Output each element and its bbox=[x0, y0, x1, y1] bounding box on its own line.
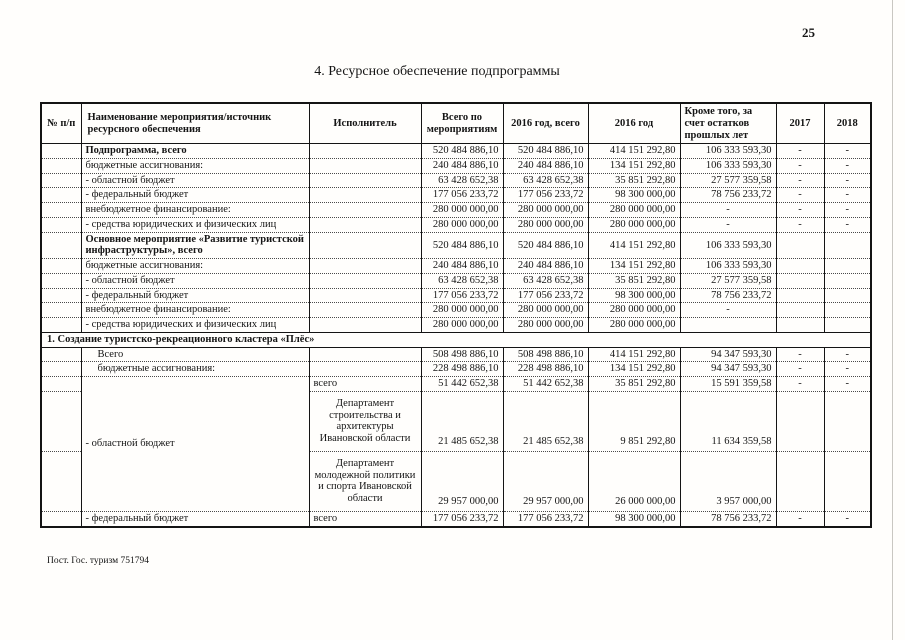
total-cell: 51 442 652,38 bbox=[421, 377, 503, 392]
year2018-cell bbox=[824, 259, 871, 274]
table-header bbox=[41, 103, 871, 144]
row-number-cell bbox=[41, 232, 81, 259]
year2017-cell: - bbox=[776, 217, 824, 232]
year2016-total-cell: 228 498 886,10 bbox=[503, 362, 588, 377]
page-number: 25 bbox=[802, 25, 815, 40]
row-number-cell bbox=[41, 377, 81, 392]
leftover-cell: 3 957 000,00 bbox=[680, 451, 776, 511]
table-body bbox=[41, 144, 871, 527]
executor-cell bbox=[309, 158, 421, 173]
executor-cell bbox=[309, 217, 421, 232]
executor-cell bbox=[309, 259, 421, 274]
year2018-cell: - bbox=[824, 511, 871, 526]
table-row bbox=[41, 511, 871, 526]
executor-cell bbox=[309, 144, 421, 159]
leftover-cell: 78 756 233,72 bbox=[680, 188, 776, 203]
activity-name-cell: внебюджетное финансирование: bbox=[81, 203, 309, 218]
activity-name-cell: - областной бюджет bbox=[81, 273, 309, 288]
year2017-cell: - bbox=[776, 144, 824, 159]
total-cell: 280 000 000,00 bbox=[421, 318, 503, 333]
section-header-row bbox=[41, 332, 871, 347]
executor-cell bbox=[309, 347, 421, 362]
year2016-total-cell: 177 056 233,72 bbox=[503, 288, 588, 303]
total-cell: 228 498 886,10 bbox=[421, 362, 503, 377]
year2016-total-cell: 177 056 233,72 bbox=[503, 511, 588, 526]
year2016-cell: 35 851 292,80 bbox=[588, 273, 680, 288]
leftover-cell: 106 333 593,30 bbox=[680, 232, 776, 259]
total-cell: 520 484 886,10 bbox=[421, 144, 503, 159]
leftover-cell: 11 634 359,58 bbox=[680, 391, 776, 451]
table-row bbox=[41, 217, 871, 232]
executor-cell bbox=[309, 173, 421, 188]
table-row bbox=[41, 303, 871, 318]
table-row bbox=[41, 232, 871, 259]
year2016-total-cell: 29 957 000,00 bbox=[503, 451, 588, 511]
col-header-name: Наименование мероприятия/источник ресурсного обеспечения bbox=[81, 103, 309, 144]
footer-note: Пост. Гос. туризм 751794 bbox=[47, 556, 149, 566]
year2016-total-cell: 21 485 652,38 bbox=[503, 391, 588, 451]
year2017-cell: - bbox=[776, 362, 824, 377]
table-row bbox=[41, 318, 871, 333]
table-row bbox=[41, 362, 871, 377]
row-number-cell bbox=[41, 511, 81, 526]
year2017-cell: - bbox=[776, 158, 824, 173]
year2016-total-cell: 240 484 886,10 bbox=[503, 158, 588, 173]
year2017-cell: - bbox=[776, 377, 824, 392]
year2017-cell: - bbox=[776, 511, 824, 526]
activity-name-cell: - областной бюджет bbox=[81, 173, 309, 188]
total-cell: 280 000 000,00 bbox=[421, 303, 503, 318]
row-number-cell bbox=[41, 203, 81, 218]
year2016-total-cell: 63 428 652,38 bbox=[503, 273, 588, 288]
executor-cell bbox=[309, 303, 421, 318]
col-header-2016: 2016 год bbox=[588, 103, 680, 144]
col-header-num: № п/п bbox=[41, 103, 81, 144]
year2016-cell: 280 000 000,00 bbox=[588, 203, 680, 218]
executor-cell bbox=[309, 318, 421, 333]
total-cell: 177 056 233,72 bbox=[421, 188, 503, 203]
table-row bbox=[41, 158, 871, 173]
leftover-cell bbox=[680, 318, 776, 333]
year2018-cell: - bbox=[824, 173, 871, 188]
total-cell: 520 484 886,10 bbox=[421, 232, 503, 259]
table-row bbox=[41, 347, 871, 362]
year2018-cell bbox=[824, 288, 871, 303]
row-number-cell bbox=[41, 188, 81, 203]
total-cell: 240 484 886,10 bbox=[421, 158, 503, 173]
year2017-cell bbox=[776, 232, 824, 259]
col-header-total: Всего по мероприятиям bbox=[421, 103, 503, 144]
year2016-total-cell: 240 484 886,10 bbox=[503, 259, 588, 274]
year2016-cell: 98 300 000,00 bbox=[588, 288, 680, 303]
activity-name-cell: бюджетные ассигнования: bbox=[81, 259, 309, 274]
year2018-cell: - bbox=[824, 347, 871, 362]
year2018-cell bbox=[824, 273, 871, 288]
total-cell: 280 000 000,00 bbox=[421, 203, 503, 218]
year2016-cell: 414 151 292,80 bbox=[588, 144, 680, 159]
executor-cell bbox=[309, 288, 421, 303]
row-number-cell bbox=[41, 217, 81, 232]
year2016-cell: 280 000 000,00 bbox=[588, 303, 680, 318]
row-number-cell bbox=[41, 173, 81, 188]
year2018-cell: - bbox=[824, 377, 871, 392]
year2018-cell bbox=[824, 303, 871, 318]
year2016-cell: 414 151 292,80 bbox=[588, 347, 680, 362]
year2017-cell: - bbox=[776, 173, 824, 188]
year2016-cell: 134 151 292,80 bbox=[588, 259, 680, 274]
activity-name-cell: Подпрограмма, всего bbox=[81, 144, 309, 159]
year2016-total-cell: 177 056 233,72 bbox=[503, 188, 588, 203]
activity-name-cell: - средства юридических и физических лиц bbox=[81, 217, 309, 232]
year2017-cell bbox=[776, 273, 824, 288]
year2018-cell: - bbox=[824, 362, 871, 377]
total-cell: 63 428 652,38 bbox=[421, 273, 503, 288]
row-number-cell bbox=[41, 288, 81, 303]
year2018-cell: - bbox=[824, 217, 871, 232]
table-row bbox=[41, 173, 871, 188]
total-cell: 177 056 233,72 bbox=[421, 288, 503, 303]
activity-name-cell: - федеральный бюджет bbox=[81, 288, 309, 303]
year2016-total-cell: 280 000 000,00 bbox=[503, 318, 588, 333]
col-header-2018: 2018 bbox=[824, 103, 871, 144]
year2016-total-cell: 520 484 886,10 bbox=[503, 232, 588, 259]
year2018-cell bbox=[824, 232, 871, 259]
table-row bbox=[41, 288, 871, 303]
leftover-cell: 94 347 593,30 bbox=[680, 347, 776, 362]
table-row bbox=[41, 188, 871, 203]
leftover-cell: 106 333 593,30 bbox=[680, 158, 776, 173]
col-header-leftover: Кроме того, за счет остатков прошлых лет bbox=[680, 103, 776, 144]
row-number-cell bbox=[41, 144, 81, 159]
leftover-cell: 106 333 593,30 bbox=[680, 144, 776, 159]
section-title: 1. Создание туристско-рекреационного кластера «Плёс» bbox=[41, 332, 871, 347]
header-row bbox=[41, 103, 871, 144]
table-row bbox=[41, 203, 871, 218]
year2018-cell bbox=[824, 391, 871, 451]
leftover-cell: - bbox=[680, 217, 776, 232]
year2017-cell bbox=[776, 303, 824, 318]
year2016-cell: 98 300 000,00 bbox=[588, 511, 680, 526]
year2018-cell: - bbox=[824, 188, 871, 203]
year2017-cell: - bbox=[776, 203, 824, 218]
year2016-cell: 280 000 000,00 bbox=[588, 217, 680, 232]
total-cell: 177 056 233,72 bbox=[421, 511, 503, 526]
page-title: 4. Ресурсное обеспечение подпрограммы bbox=[314, 64, 560, 79]
table-row bbox=[41, 273, 871, 288]
resource-table bbox=[40, 102, 872, 528]
row-number-cell bbox=[41, 303, 81, 318]
year2016-cell: 35 851 292,80 bbox=[588, 377, 680, 392]
executor-cell: Департамент молодежной политики и спорта Ивановской области bbox=[309, 451, 421, 511]
total-cell: 29 957 000,00 bbox=[421, 451, 503, 511]
leftover-cell: 27 577 359,58 bbox=[680, 273, 776, 288]
executor-cell bbox=[309, 188, 421, 203]
year2017-cell bbox=[776, 259, 824, 274]
leftover-cell: - bbox=[680, 203, 776, 218]
year2018-cell: - bbox=[824, 203, 871, 218]
activity-name-cell: - федеральный бюджет bbox=[81, 188, 309, 203]
total-cell: 21 485 652,38 bbox=[421, 391, 503, 451]
row-number-cell bbox=[41, 391, 81, 451]
leftover-cell: 27 577 359,58 bbox=[680, 173, 776, 188]
total-cell: 280 000 000,00 bbox=[421, 217, 503, 232]
year2016-cell: 134 151 292,80 bbox=[588, 158, 680, 173]
year2018-cell: - bbox=[824, 144, 871, 159]
table-row bbox=[41, 259, 871, 274]
year2017-cell bbox=[776, 451, 824, 511]
year2018-cell bbox=[824, 318, 871, 333]
row-number-cell bbox=[41, 451, 81, 511]
row-number-cell bbox=[41, 347, 81, 362]
activity-name-cell: бюджетные ассигнования: bbox=[81, 362, 309, 377]
activity-name-cell: бюджетные ассигнования: bbox=[81, 158, 309, 173]
year2016-total-cell: 51 442 652,38 bbox=[503, 377, 588, 392]
executor-cell bbox=[309, 203, 421, 218]
leftover-cell: 94 347 593,30 bbox=[680, 362, 776, 377]
activity-name-cell: - средства юридических и физических лиц bbox=[81, 318, 309, 333]
row-number-cell bbox=[41, 362, 81, 377]
col-header-2017: 2017 bbox=[776, 103, 824, 144]
year2016-total-cell: 520 484 886,10 bbox=[503, 144, 588, 159]
year2016-total-cell: 63 428 652,38 bbox=[503, 173, 588, 188]
year2016-cell: 35 851 292,80 bbox=[588, 173, 680, 188]
year2016-total-cell: 508 498 886,10 bbox=[503, 347, 588, 362]
col-header-2016-total: 2016 год, всего bbox=[503, 103, 588, 144]
year2017-cell bbox=[776, 288, 824, 303]
leftover-cell: - bbox=[680, 303, 776, 318]
executor-cell bbox=[309, 362, 421, 377]
year2018-cell bbox=[824, 451, 871, 511]
row-number-cell bbox=[41, 273, 81, 288]
year2016-cell: 98 300 000,00 bbox=[588, 188, 680, 203]
year2016-cell: 414 151 292,80 bbox=[588, 232, 680, 259]
activity-name-cell: - федеральный бюджет bbox=[81, 511, 309, 526]
executor-cell: Департамент строительства и архитектуры Ивановской области bbox=[309, 391, 421, 451]
executor-cell: всего bbox=[309, 511, 421, 526]
leftover-cell: 78 756 233,72 bbox=[680, 288, 776, 303]
total-cell: 240 484 886,10 bbox=[421, 259, 503, 274]
executor-cell: всего bbox=[309, 377, 421, 392]
year2017-cell: - bbox=[776, 188, 824, 203]
leftover-cell: 106 333 593,30 bbox=[680, 259, 776, 274]
col-header-executor: Исполнитель bbox=[309, 103, 421, 144]
row-number-cell bbox=[41, 158, 81, 173]
year2017-cell: - bbox=[776, 347, 824, 362]
year2016-cell: 9 851 292,80 bbox=[588, 391, 680, 451]
leftover-cell: 78 756 233,72 bbox=[680, 511, 776, 526]
row-number-cell bbox=[41, 318, 81, 333]
activity-name-cell: внебюджетное финансирование: bbox=[81, 303, 309, 318]
executor-cell bbox=[309, 232, 421, 259]
activity-name-cell: Основное мероприятие «Развитие туристской инфраструктуры», всего bbox=[81, 232, 309, 259]
year2017-cell bbox=[776, 318, 824, 333]
activity-name-cell: Всего bbox=[81, 347, 309, 362]
year2016-total-cell: 280 000 000,00 bbox=[503, 217, 588, 232]
scan-artifact-line bbox=[892, 0, 893, 640]
table-row bbox=[41, 144, 871, 159]
total-cell: 63 428 652,38 bbox=[421, 173, 503, 188]
activity-name-cell: - областной бюджет bbox=[81, 377, 309, 512]
leftover-cell: 15 591 359,58 bbox=[680, 377, 776, 392]
total-cell: 508 498 886,10 bbox=[421, 347, 503, 362]
year2016-total-cell: 280 000 000,00 bbox=[503, 203, 588, 218]
executor-cell bbox=[309, 273, 421, 288]
table-row bbox=[41, 377, 871, 392]
year2016-cell: 134 151 292,80 bbox=[588, 362, 680, 377]
year2016-cell: 26 000 000,00 bbox=[588, 451, 680, 511]
year2018-cell: - bbox=[824, 158, 871, 173]
year2016-total-cell: 280 000 000,00 bbox=[503, 303, 588, 318]
year2017-cell bbox=[776, 391, 824, 451]
row-number-cell bbox=[41, 259, 81, 274]
year2016-cell: 280 000 000,00 bbox=[588, 318, 680, 333]
